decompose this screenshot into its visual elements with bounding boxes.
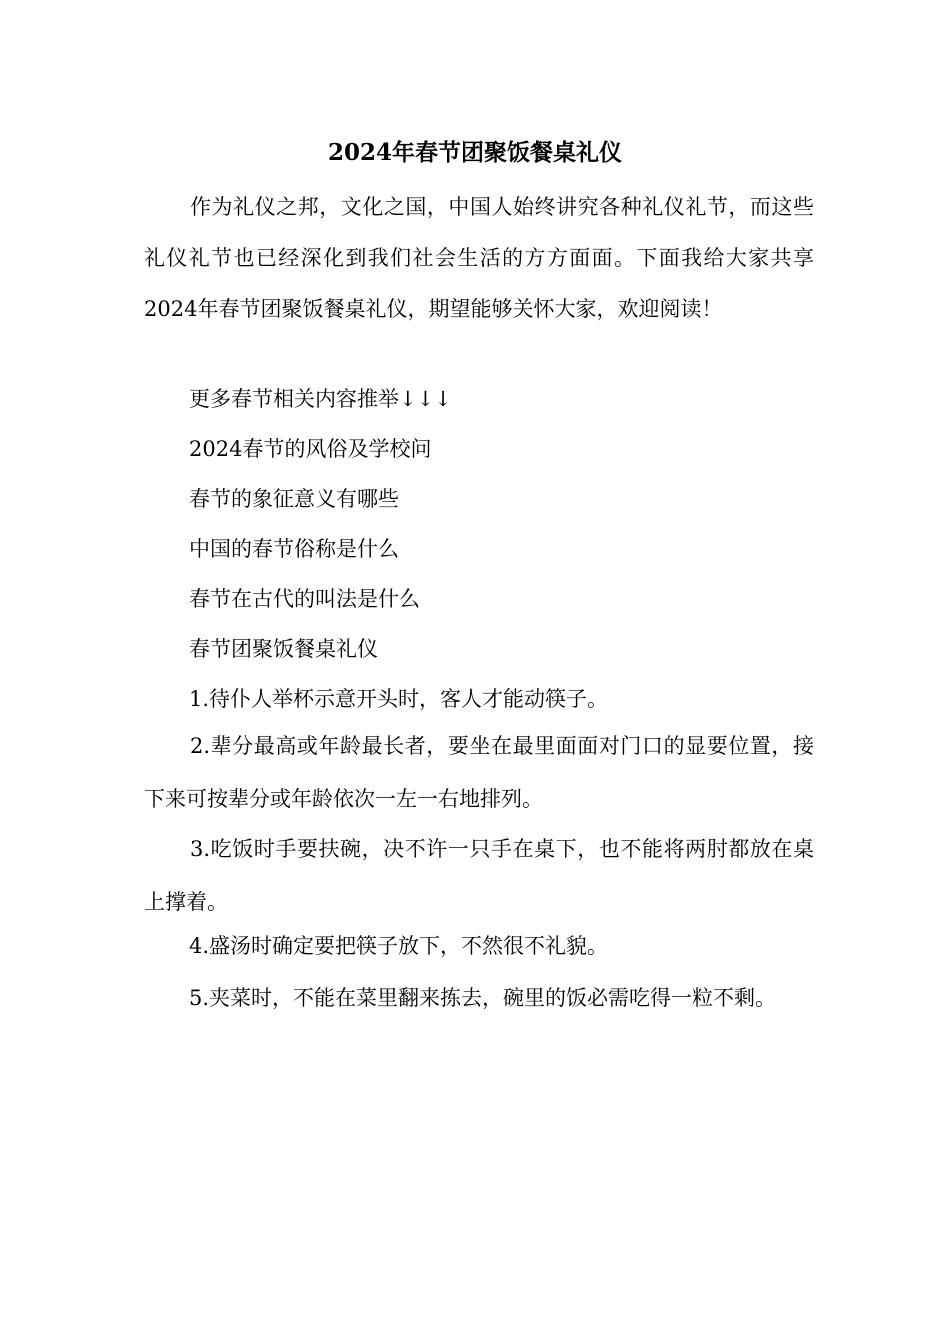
- document-title: 2024年春节团聚饭餐桌礼仪: [327, 139, 622, 166]
- related-link[interactable]: 中国的春节俗称是什么: [189, 537, 399, 561]
- section-heading: 春节团聚饭餐桌礼仪: [189, 637, 378, 661]
- intro-paragraph: 作为礼仪之邦，文化之国，中国人始终讲究各种礼仪礼节，而这些礼仪礼节也已经深化到我们社会生活的方方面面。下面我给大家共享2024年春节团聚饭餐桌礼仪，期望能够关怀大家，欢迎阅读！: [144, 195, 814, 321]
- etiquette-item: 3.吃饭时手要扶碗，决不许一只手在桌下，也不能将两肘都放在桌上撑着。: [144, 837, 814, 914]
- etiquette-item: 1.待仆人举杯示意开头时，客人才能动筷子。: [189, 687, 609, 711]
- more-content-heading: 更多春节相关内容推举↓↓↓: [189, 387, 452, 411]
- etiquette-item: 2.辈分最高或年龄最长者，要坐在最里面面对门口的显要位置，接下来可按辈分或年龄依次一左一右地排列。: [144, 734, 814, 811]
- etiquette-item: 5.夹菜时，不能在菜里翻来拣去，碗里的饭必需吃得一粒不剩。: [189, 986, 777, 1010]
- etiquette-item: 4.盛汤时确定要把筷子放下，不然很不礼貌。: [189, 934, 609, 958]
- related-link[interactable]: 2024春节的风俗及学校问: [189, 437, 432, 461]
- related-link[interactable]: 春节的象征意义有哪些: [189, 487, 399, 511]
- related-link[interactable]: 春节在古代的叫法是什么: [189, 587, 420, 611]
